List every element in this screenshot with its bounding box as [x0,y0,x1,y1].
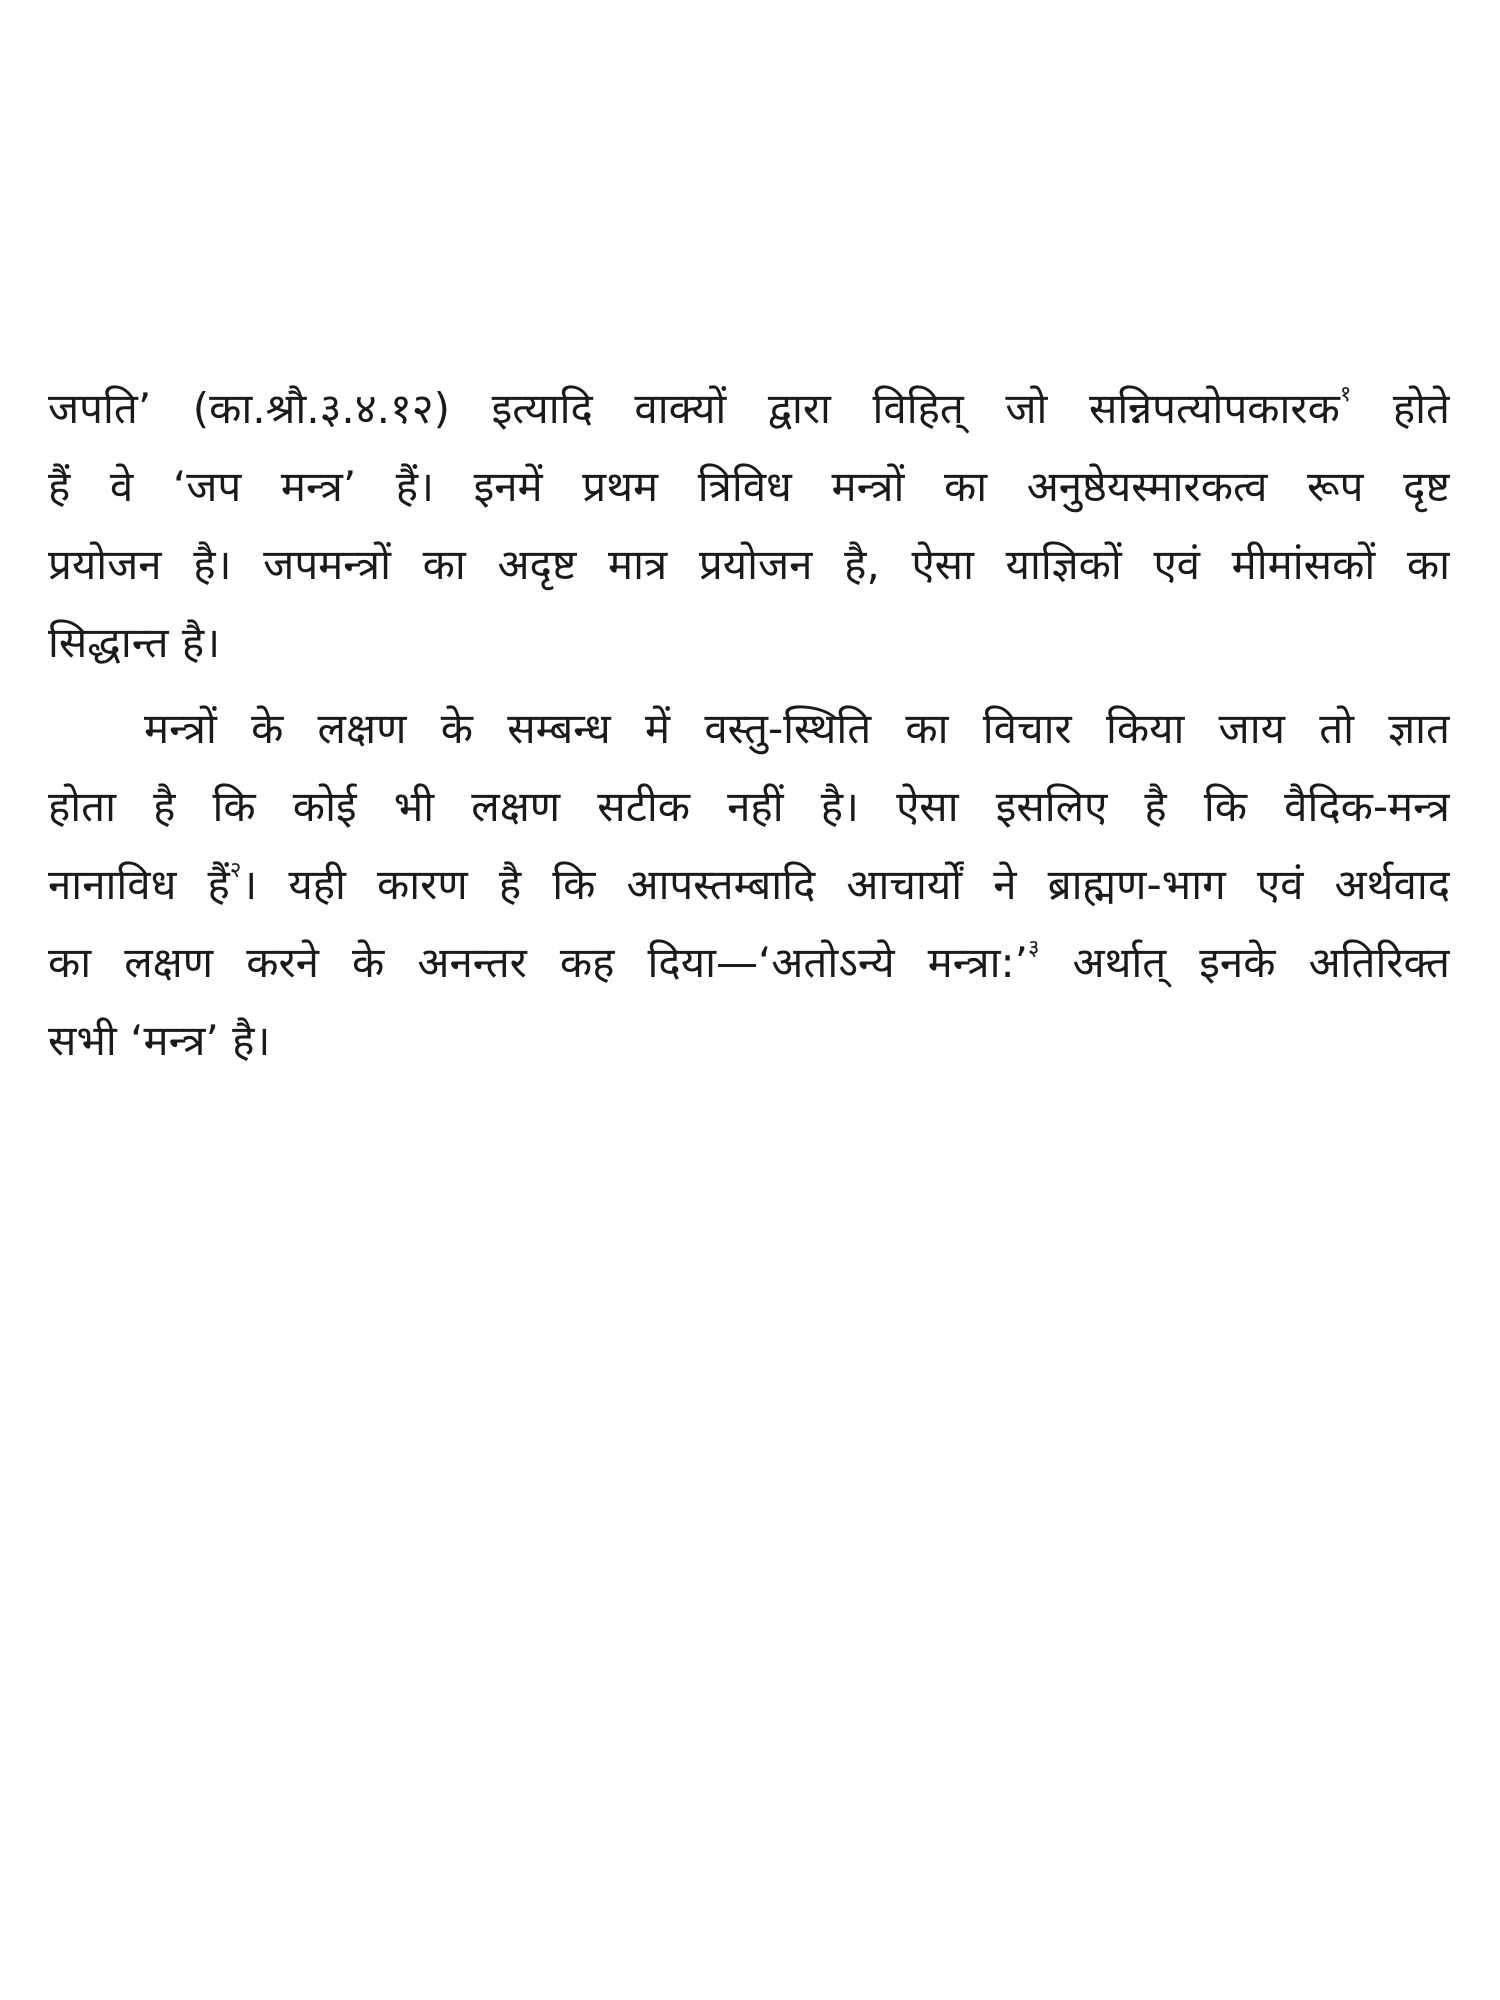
text-line: नानाविध हैं$^२$। यही कारण है कि आपस्तम्बादि आचार्यों ने ब्राह्मण-भाग एवं अर्थवाद [48,858,1450,909]
text-line: प्रयोजन है। जपमन्त्रों का अदृष्ट मात्र प्रयोजन है, ऐसा याज्ञिकों एवं मीमांसकों का [48,540,1450,589]
body-text [48,370,1450,1080]
text-line: सिद्धान्त है। [48,618,221,667]
paragraph-1 [48,370,1450,682]
footnote-marker: २ [229,858,242,883]
text-line: हैं वे ‘जप मन्त्र’ हैं। इनमें प्रथम त्रिविध मन्त्रों का अनुष्ठेयस्मारकत्व रूप दृष्ट [48,462,1450,511]
text-line: होता है कि कोई भी लक्षण सटीक नहीं है। ऐसा इसलिए है कि वैदिक-मन्त्र [48,782,1450,831]
paragraph-2 [48,690,1450,1080]
footnote-marker: ३ [1027,936,1040,961]
text-line: का लक्षण करने के अनन्तर कह दिया—‘अतोऽन्ये मन्त्रा:’$^३$ अर्थात् इनके अतिरिक्त [48,936,1450,987]
text-line: मन्त्रों के लक्षण के सम्बन्ध में वस्तु-स्थिति का विचार किया जाय तो ज्ञात [144,704,1450,753]
text-line: जपति’ (का.श्रौ.३.४.१२) इत्यादि वाक्यों द्वारा विहित् जो सन्निपत्योपकारक$^१$ होते [48,382,1450,433]
footnote-marker: १ [1339,382,1352,407]
text-line: सभी ‘मन्त्र’ है। [48,1016,271,1065]
